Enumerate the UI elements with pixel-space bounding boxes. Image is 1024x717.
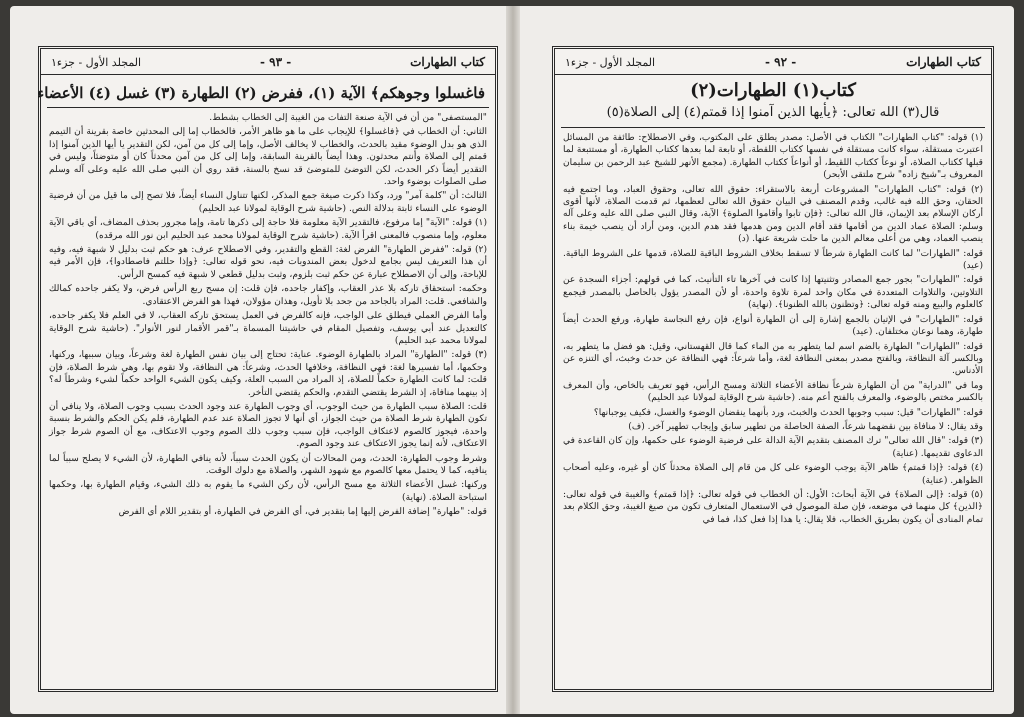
- left-paragraph: وركنها: غسل الأعضاء الثلاثة مع مسح الرأس، لأن ركن الشيء ما يقوم به ذلك الشيء، وقيام الطهارة بها، وحكمها استباحة الصلاة. (نهاية): [49, 480, 487, 503]
- right-paragraph: (٤) قوله: ﴿إذا قمتم﴾ ظاهر الآية يوجب الوضوء على كل من قام إلى الصلاة محدثاً كان أو غيره، وعليه أصحاب الظواهر. (عناية): [563, 463, 983, 486]
- right-paragraph: قوله: "الطهارات" في الإتيان بالجمع إشارة إلى أن الطهارة أنواع، فإن رفع النجاسة طهارة، ورفع الحدث أيضاً طهارة، وهما نوعان مختلفان. (عيد): [563, 314, 983, 338]
- book-gutter: [506, 6, 520, 714]
- right-header-book-title: كتاب الطهارات: [906, 55, 981, 69]
- right-paragraph: (٣) قوله: "قال الله تعالى" ترك المصنف بتقديم الآية الدالة على فرضية الوضوء على حكمها، وإن كان القاعدة في الدعاوى تقديمها. (عناية): [563, 436, 983, 459]
- left-paragraph: الثاني: أن الخطاب في ﴿فاغسلوا﴾ للإيجاب على ما هو ظاهر الأمر، فالخطاب إما إلى المحدثين خاصة بقرينة أن التيمم الذي هو بدل الوضوء مقيد بالحدث، والخطاب لا يخالف الأصل، وإما إلى كل من آمن، لكن التقدير يا أيها الذين آمنوا إذا قمتم إلى الصلاة وأنتم محدثون. وهذا أيضاً بالقرينة السابقة، وإما إلى كل من آمن محدثاً كان أو متوضئاً، وليس في التقدير أيضاً ذكر الحدث، لكن التوضئ للمتوضئ قد نسخ بالسنة، فقد روي أن النبي صلى الله عليه وعلى آله وسلم صلى الصلوات بوضوء واحد.: [49, 127, 487, 188]
- right-header-page-number: - ٩٢ -: [764, 55, 797, 69]
- verse-line: قال(٣) الله تعالى: ﴿يأيها الذين آمنوا إذا قمتم(٤) إلى الصلاة(٥): [606, 105, 940, 120]
- chapter-title-block: [561, 79, 985, 128]
- right-paragraph: قوله: "الطهارات" الطهارة بالضم اسم لما يتطهر به من الماء كما قال القهستاني، وقيل: هو فضل ما يتطهر به، وبالكسر آلة النظافة، وبالفتح مصدر بمعنى النظافة لغة، وأما شرعاً: فهي النظافة عن حدث وخبث، أي التنزه عن الأدناس.: [563, 341, 983, 377]
- chapter-title: كتاب(١) الطهارات(٢): [690, 80, 856, 101]
- left-page-body: [41, 108, 495, 525]
- right-paragraph: قوله: "الطهارات" قيل: سبب وجوبها الحدث والخبث، ورد بأنهما ينقضان الوضوء والغسل، فكيف يوجبانها؟: [593, 407, 983, 418]
- left-page: [38, 46, 498, 692]
- left-quran-band: فاغسلوا وجوهكم﴾ الآية (١)، ففرض (٢) الطهارة (٣) غسل (٤) الأعضاء: [47, 79, 489, 108]
- right-paragraph: وما في "الدراية" من أن الطهارة شرعاً نظافة الأعضاء الثلاثة ومسح الرأس، فهو تعريف بالخاص، وأن المعرف بالكسر مختص بالوضوء، والمعرف بالفتح أعم منه. (حاشية شرح الوقاية لمولانا عبد الحليم): [563, 380, 983, 404]
- left-header-page-number: - ٩٣ -: [259, 55, 292, 69]
- left-paragraph: (١) قوله: "الآية" إما مرفوع، فالتقدير الآية معلومة فلا حاجة إلى ذكرها تامة، وإما مجرور بحذف المضاف، أي باقي الآية معلوم، وإما منصوب فالمعنى اقرأ الآية. (حاشية شرح الوقاية لمولانا محمد عبد الحليم ابن نور الله مرقده): [49, 218, 487, 241]
- left-paragraph: قلت: الصلاة سبب الطهارة من حيث الوجوب، أي وجوب الطهارة عند وجود الحدث بسبب وجوب الصلاة، ولا ينافي أن تكون الطهارة شرط الصلاة من حيث الجواز، أي أنها لا تجوز الصلاة عند عدم الطهارة، فلم يكن الحكم والشرط بنسبة واحدة، فيجوز كالصوم لاعتكاف الواجب، فإن سبب وجوب ذلك الصوم وجوب الاعتكاف، مع أن الصوم شرط جواز الاعتكاف، لأنه إنما يجوز الاعتكاف عند وجود الصوم.: [49, 401, 487, 450]
- left-header-book-title: كتاب الطهارات: [410, 55, 485, 69]
- right-paragraph: (٥) قوله: ﴿إلى الصلاة﴾ في الآية أبحاث: الأول: أن الخطاب في قوله تعالى: ﴿إذا قمتم﴾ والغيبة في قوله تعالى: ﴿الذين﴾ كل منهما في موضعه، فإن صلة الموصول في الاستعمال المتعارف تكون من صيغ الغيبة، وحق الكلام بعد تمام المنادى أن يكون بطريق الخطاب، فلا يقال: يا هذا إذا فعل كذا، فما في: [563, 489, 983, 525]
- left-header-volume: المجلد الأول - جزء١: [51, 55, 142, 69]
- left-paragraph: الثالث: أن "كلمة آمر" ورد، وكذا ذكرت صيغة جمع المذكر، لكنها تتناول النساء أيضاً، فلا تصح إلى ما قيل من أن فرضية الوضوء على النساء ثابتة بدلالة النص. (حاشية شرح الوقاية لمولانا عبد الحليم): [49, 191, 487, 214]
- right-paragraph: وقد يقال: لا منافاة بين نقضهما شرعاً، الصفة الحاصلة من تطهير سابق وإيجاب تطهير آخر. (ف): [628, 421, 983, 432]
- right-page-body: [555, 128, 991, 532]
- right-paragraph: قوله: "الطهارات" لما كانت الطهارة شرطاً لا تسقط بخلاف الشروط الباقية للصلاة، قدمها على الشروط الباقية. (عيد): [563, 248, 983, 272]
- right-page: [552, 46, 994, 692]
- left-paragraph: وأما الفرض العملي فيطلق على الواجب، فإنه كالفرض في العمل يستحق تاركه العقاب، لا في العلم فلا يكفر جاحده، كالتعديل عند أبي يوسف، وتفصيل المقام في حاشيتنا المسماة بـ"قمر الأقمار لنور الأنوار". (حاشية شرح الوقاية لمولانا محمد عبد الحليم): [49, 311, 487, 346]
- left-paragraph: قوله: "طهارة" إضافة الفرض إليها إما بتقدير في، أي الفرض في الطهارة، أو بتقدير اللام أي الفرض: [118, 507, 487, 518]
- right-paragraph: (١) قوله: "كتاب الطهارات" الكتاب في الأصل: مصدر يطلق على المكتوب، وفي الاصطلاح: طائفة من المسائل اعتبرت مستقلة، سواء كانت مستقلة في نفسها ككتاب اللقطة، أو تابعة لما بعدها ككتاب الطهارة، أو مستتبعة لما قبلها ككتاب الصلاة، أو نوعاً ككتاب اللقيط، أو أنواعاً ككتاب الطهارة. (مجمع الأنهر للشيخ عبد الرحمن بن سليمان المعروف بـ"شيخ زاده" شرح ملتقى الأبحر): [563, 133, 983, 181]
- left-paragraph: وحكمه: استحقاق تاركه بلا عذر العقاب، وإكفار جاحده، فإن قلت: إن مسح ربع الرأس فرض، ولا يكفر جاحده كمالك والشافعي. قلت: المراد بالجاحد من جحد بلا تأويل، وهذان مؤولان، فهذا هو الفرض الاعتقادي.: [49, 284, 487, 307]
- right-paragraph: قوله: "الطهارات" بجور جمع المصادر وتثنيتها إذا كانت في آخرها تاء التأنيث، كما في قولهم: أجزاء السجدة عن التلاوتين، والتلاوات المتعددة في مكان واحد لمرة تلاوة واحدة، أو لأن المصدر يؤول بالحاصل بالمصدر فيجمع كالعلوم والبيع ومنه قوله تعالى: ﴿وتظنون بالله الظنونا﴾. (نهاية): [563, 275, 983, 311]
- left-paragraph: وشرط وجوب الطهارة: الحدث، ومن المحالات أن يكون الحدث سبباً، لأنه ينافي الطهارة، لأن الشيء لا يصلح سبباً لما ينافيه، كما لا يحتمل معها كالصوم مع شهود الشهر، والصلاة مع دلوك الوقت.: [49, 453, 487, 476]
- right-header-volume: المجلد الأول - جزء١: [565, 55, 656, 69]
- right-paragraph: (٢) قوله: "كتاب الطهارات" المشروعات أربعة بالاستقراء: حقوق الله تعالى، وحقوق العباد، وما اجتمع فيه الحقان، وحق الله فيه غالب، وقدم المصنف في البيان حقوق الله تعالى لعظمها، ثم قدمت الصلاة، لأنها أقوى أركان الإسلام بعد الإيمان، قال الله تعالى: ﴿فإن تابوا وأقاموا الصلوة﴾ الآية، وقال النبي صلى الله عليه وعلى آله وسلم: الصلاة عماد الدين من أقامها فقد أقام الدين ومن هدمها فقد هدم الدين، ومن أراد أن ينصب خيمة بناء ينصب العماد، وهي من أعلى معالم الدين ما حلت شريعة عنها. (د): [563, 184, 983, 245]
- left-page-header: [41, 49, 495, 75]
- left-paragraph: (٢) قوله: "ففرض الطهارة" الفرض لغة: القطع والتقدير، وفي الاصطلاح عرف: هو حكم ثبت بدليل لا شبهة فيه، وفيه أن هذا التعريف ليس بجامع لدخول بعض المندوبات فيه، نحو قوله تعالى: ﴿وإذا حللتم فاصطادوا﴾، فإن الأمر فيه للإباحة، وإلى أن الاصطلاح عبارة عن حكم ثبت بلزوم، وثبت بدليل قطعي لا شبهة فيه كمسح الرأس.: [49, 245, 487, 280]
- left-paragraph: "المستصفى" من أن في الآية صنعة التفات من الغيبة إلى الخطاب بشطط.: [209, 113, 487, 123]
- right-page-header: [555, 49, 991, 75]
- left-paragraph: (٣) قوله: "الطهارة" المراد بالطهارة الوضوء. عناية: تحتاج إلى بيان نفس الطهارة لغة وشرعاً، وبيان سببها، وركنها، وحكمها، أما تفسيرها لغة: فهي النظافة، وخلافها الحدث، وشرعاً: هي النظافة، ولا تقوم بها، وهي شرط الصلاة، فإن قلت: لما كانت الطهارة حكماً للصلاة، إذ المراد من السبب العلة، وكيف يكون الشيء الواحد حكماً لشيء وشرطاً له؟ إذ بينهما منافاة، إذ الشرط يقتضي التقدم، والحكم يقتضي التأخر.: [49, 350, 487, 398]
